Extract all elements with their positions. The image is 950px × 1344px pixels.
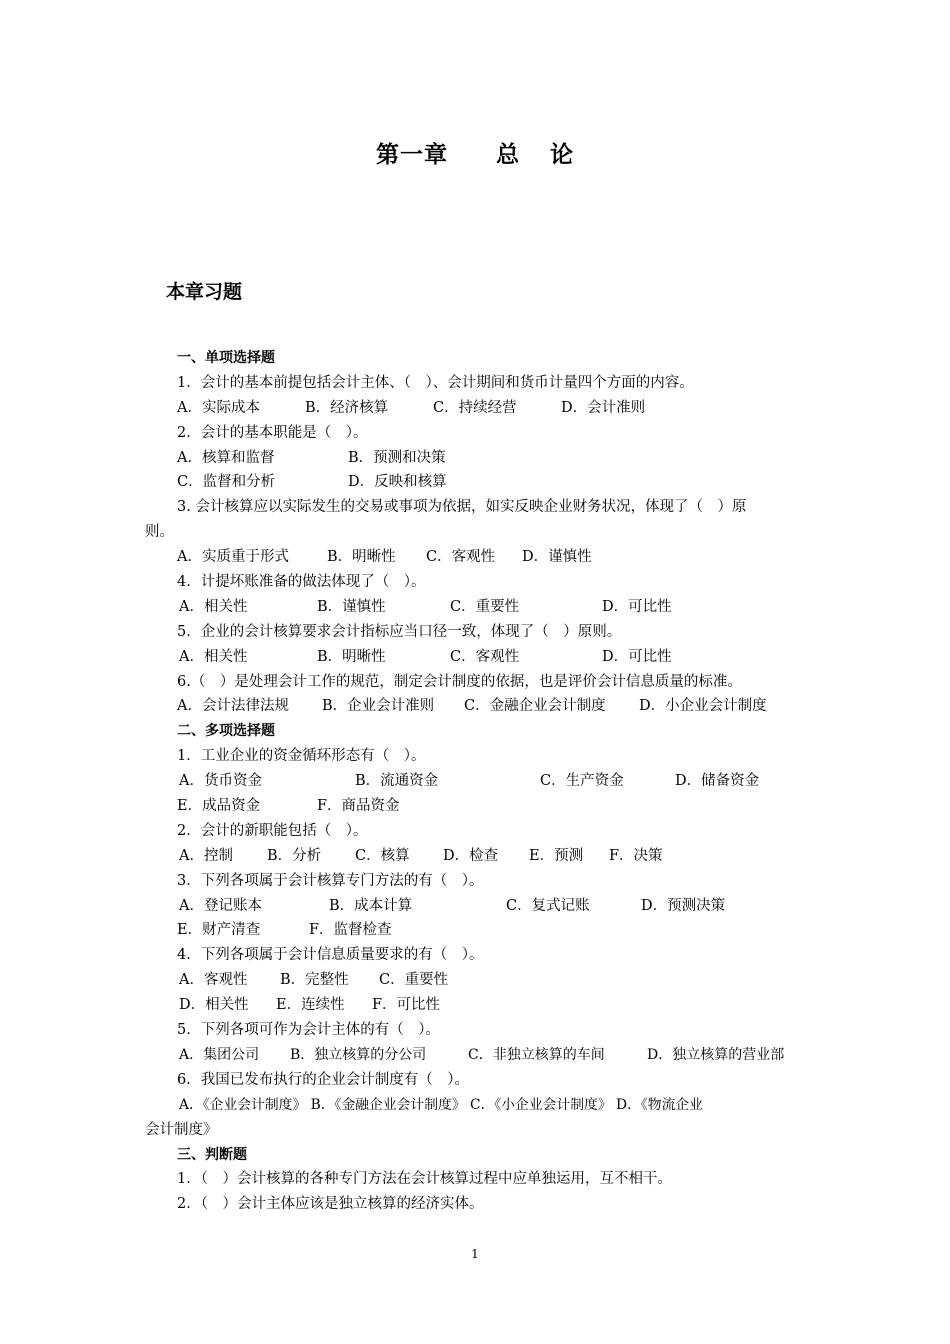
option: E．连续性 (276, 997, 345, 1014)
option: F．商品资金 (317, 798, 400, 815)
question-text: 2．会计的新职能包括（ ）。 (177, 822, 368, 839)
option: C．核算 (355, 847, 410, 864)
option: C．持续经营 (433, 399, 517, 416)
question-text: 5．下列各项可作为会计主体的有（ ）。 (177, 1022, 440, 1039)
option: B．流通资金 (355, 773, 439, 790)
option: C．复式记账 (506, 897, 590, 914)
option: A．相关性 (179, 598, 248, 615)
option: C．监督和分析 (177, 474, 276, 491)
section-heading-single-choice: 一、单项选择题 (177, 350, 275, 366)
section-subtitle: 本章习题 (166, 281, 243, 303)
chapter-number: 第一章 (376, 142, 448, 168)
option: E．成品资金 (177, 798, 261, 815)
option-row (145, 446, 810, 471)
option: A．实质重于形式 (177, 549, 289, 566)
option: D．反映和核算 (348, 474, 447, 491)
question-text: 4．下列各项属于会计信息质量要求的有（ ）。 (177, 947, 484, 964)
question-text: 4．计提坏账准备的做法体现了（ ）。 (177, 574, 426, 591)
question-text: 5．企业的会计核算要求会计指标应当口径一致，体现了（ ）原则。 (177, 623, 622, 640)
option: E．财产清查 (177, 922, 261, 939)
option-row (145, 918, 810, 943)
option: B．独立核算的分公司 (290, 1046, 427, 1063)
option: D．独立核算的营业部 (647, 1046, 785, 1063)
option: B．经济核算 (305, 399, 389, 416)
option: C．客观性 (426, 549, 496, 566)
chapter-title-char-1: 总 (496, 142, 520, 168)
option-row (145, 894, 810, 919)
option: A．登记账本 (179, 897, 262, 914)
option-row (145, 993, 810, 1018)
option: F．可比性 (372, 997, 441, 1014)
option-row (145, 470, 810, 495)
option: B．成本计算 (329, 897, 413, 914)
option: A．会计法律法规 (177, 698, 289, 715)
option-row (145, 595, 810, 620)
section-heading-true-false: 三、判断题 (177, 1146, 247, 1163)
question-text: 6.（ ）是处理会计工作的规范，制定会计制度的依据，也是评价会计信息质量的标准。 (177, 673, 742, 690)
option: C．重要性 (379, 972, 449, 989)
option-line-continued: 会计制度》 (145, 1121, 218, 1138)
option: D．谨慎性 (522, 549, 592, 566)
question-text: 6．我国已发布执行的企业会计制度有（ ）。 (177, 1071, 469, 1088)
option-row (145, 769, 810, 794)
option-row (145, 396, 810, 421)
option: C．生产资金 (540, 773, 624, 790)
option: A．集团公司 (179, 1046, 260, 1063)
option: A．客观性 (179, 972, 248, 989)
question-text: 1．工业企业的资金循环形态有（ ）。 (177, 748, 426, 765)
option-row (145, 844, 810, 869)
section-heading-multiple-choice: 二、多项选择题 (177, 723, 275, 740)
option-row (145, 794, 810, 819)
question-text: 3．下列各项属于会计核算专门方法的有（ ）。 (177, 872, 484, 889)
option: A．实际成本 (177, 399, 260, 416)
option-line: A．《企业会计制度》 B．《金融企业会计制度》 C．《小企业会计制度》 D．《物流企业 (179, 1096, 703, 1113)
option: A．货币资金 (179, 773, 262, 790)
option: C．客观性 (450, 648, 520, 665)
option-row (145, 645, 810, 670)
option: B．谨慎性 (317, 598, 386, 615)
option: D．可比性 (602, 648, 672, 665)
option: F．决策 (609, 847, 663, 864)
option: D．可比性 (602, 598, 672, 615)
option: A．控制 (179, 847, 233, 864)
option: C．金融企业会计制度 (464, 698, 606, 715)
question-text: 2．会计的基本职能是（ ）。 (177, 424, 368, 441)
option-row (145, 1043, 810, 1068)
option: D．相关性 (179, 997, 249, 1014)
option: D．检查 (443, 847, 499, 864)
question-text: 2．（ ）会计主体应该是独立核算的经济实体。 (177, 1196, 484, 1213)
option: B．分析 (267, 847, 322, 864)
question-text: 1．（ ）会计核算的各种专门方法在会计核算过程中应单独运用，互不相干。 (177, 1171, 672, 1188)
option: C．重要性 (450, 598, 520, 615)
chapter-title-char-2: 论 (550, 142, 574, 168)
option: B．企业会计准则 (322, 698, 435, 715)
option: D．小企业会计制度 (639, 698, 767, 715)
option: A．核算和监督 (177, 449, 275, 466)
option: D．储备资金 (675, 773, 760, 790)
option: C．非独立核算的车间 (468, 1046, 605, 1063)
question-text: 1．会计的基本前提包括会计主体、（ ）、会计期间和货币计量四个方面的内容。 (177, 374, 694, 391)
option: D．会计准则 (561, 399, 646, 416)
exercise-body (145, 346, 810, 1217)
option-row (145, 545, 810, 570)
page-number: 1 (471, 1247, 479, 1261)
option-row (145, 694, 810, 719)
option: F．监督检查 (309, 922, 392, 939)
option: B．完整性 (280, 972, 349, 989)
option: B．明晰性 (317, 648, 386, 665)
option: D．预测决策 (641, 897, 726, 914)
question-text-continued: 则。 (145, 524, 174, 541)
question-text: 3. 会计核算应以实际发生的交易或事项为依据，如实反映企业财务状况，体现了（ ）原 (177, 499, 747, 516)
option: B．明晰性 (327, 549, 396, 566)
option: B．预测和决策 (348, 449, 446, 466)
chapter-title (0, 136, 950, 169)
option: A．相关性 (179, 648, 248, 665)
option-row (145, 968, 810, 993)
option: E．预测 (529, 847, 584, 864)
